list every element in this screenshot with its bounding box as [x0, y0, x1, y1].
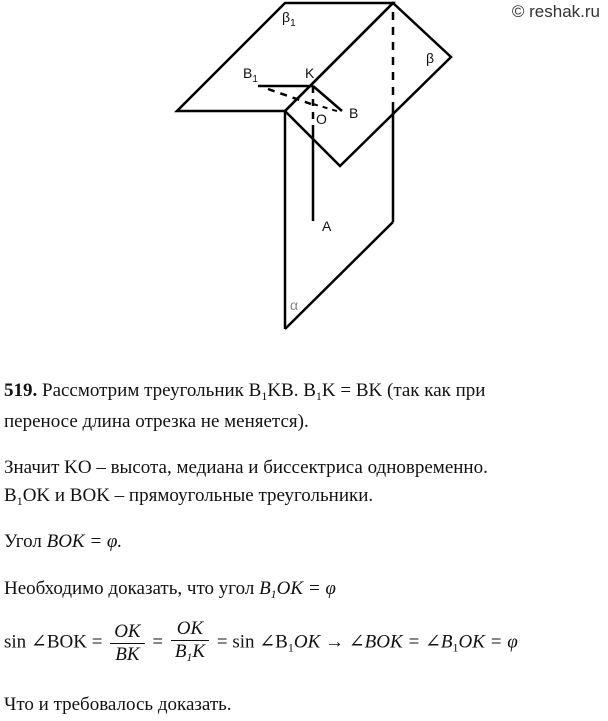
label-K: K: [305, 65, 315, 81]
line-conclusion: Что и требовалось доказать.: [4, 694, 232, 715]
label-beta1: $\beta_1$: [282, 9, 296, 29]
proof-formula: sin ∠BOK = $\frac{OK}{BK}$ = $\frac{OK}{B_1K}$ = $\sin \angle B_1OK$ → ∠BOK = $\angle B_1OK = \varphi$: [4, 618, 518, 668]
plane-beta: [285, 3, 451, 166]
line-4: $B_1OK$ и BOK – прямоугольные треугольники.: [4, 485, 374, 508]
fraction-ok-b1k: $\frac{OK}{B_1K}$: [171, 618, 209, 668]
watermark: © reshak.ru: [511, 2, 600, 21]
label-B1: $B_1$: [243, 65, 258, 85]
label-alpha: α: [290, 297, 299, 313]
label-beta: β: [426, 50, 435, 66]
fraction-ok-bk: $\frac{OK}{BK}$: [110, 621, 144, 666]
line-1: 519. Рассмотрим треугольник $B_1KB$. $B_1K$ = BK (так как при: [4, 380, 486, 403]
line-3: Значит KO – высота, медиана и биссектриса одновременно.: [4, 457, 488, 478]
label-O: O: [316, 111, 327, 127]
label-B: B: [349, 105, 359, 121]
problem-number: 519.: [4, 380, 38, 401]
dihedral-angle-figure: [0, 0, 608, 345]
line-2: переносе длина отрезка не меняется).: [4, 411, 309, 432]
label-A: A: [322, 218, 332, 234]
segment-KB: [313, 86, 342, 111]
line-6: Необходимо доказать, что угол $B_1OK = \varphi$: [4, 578, 336, 601]
line-5: Угол BOK = φ.: [4, 531, 123, 552]
plane-alpha-edge-bottom: [285, 222, 393, 329]
